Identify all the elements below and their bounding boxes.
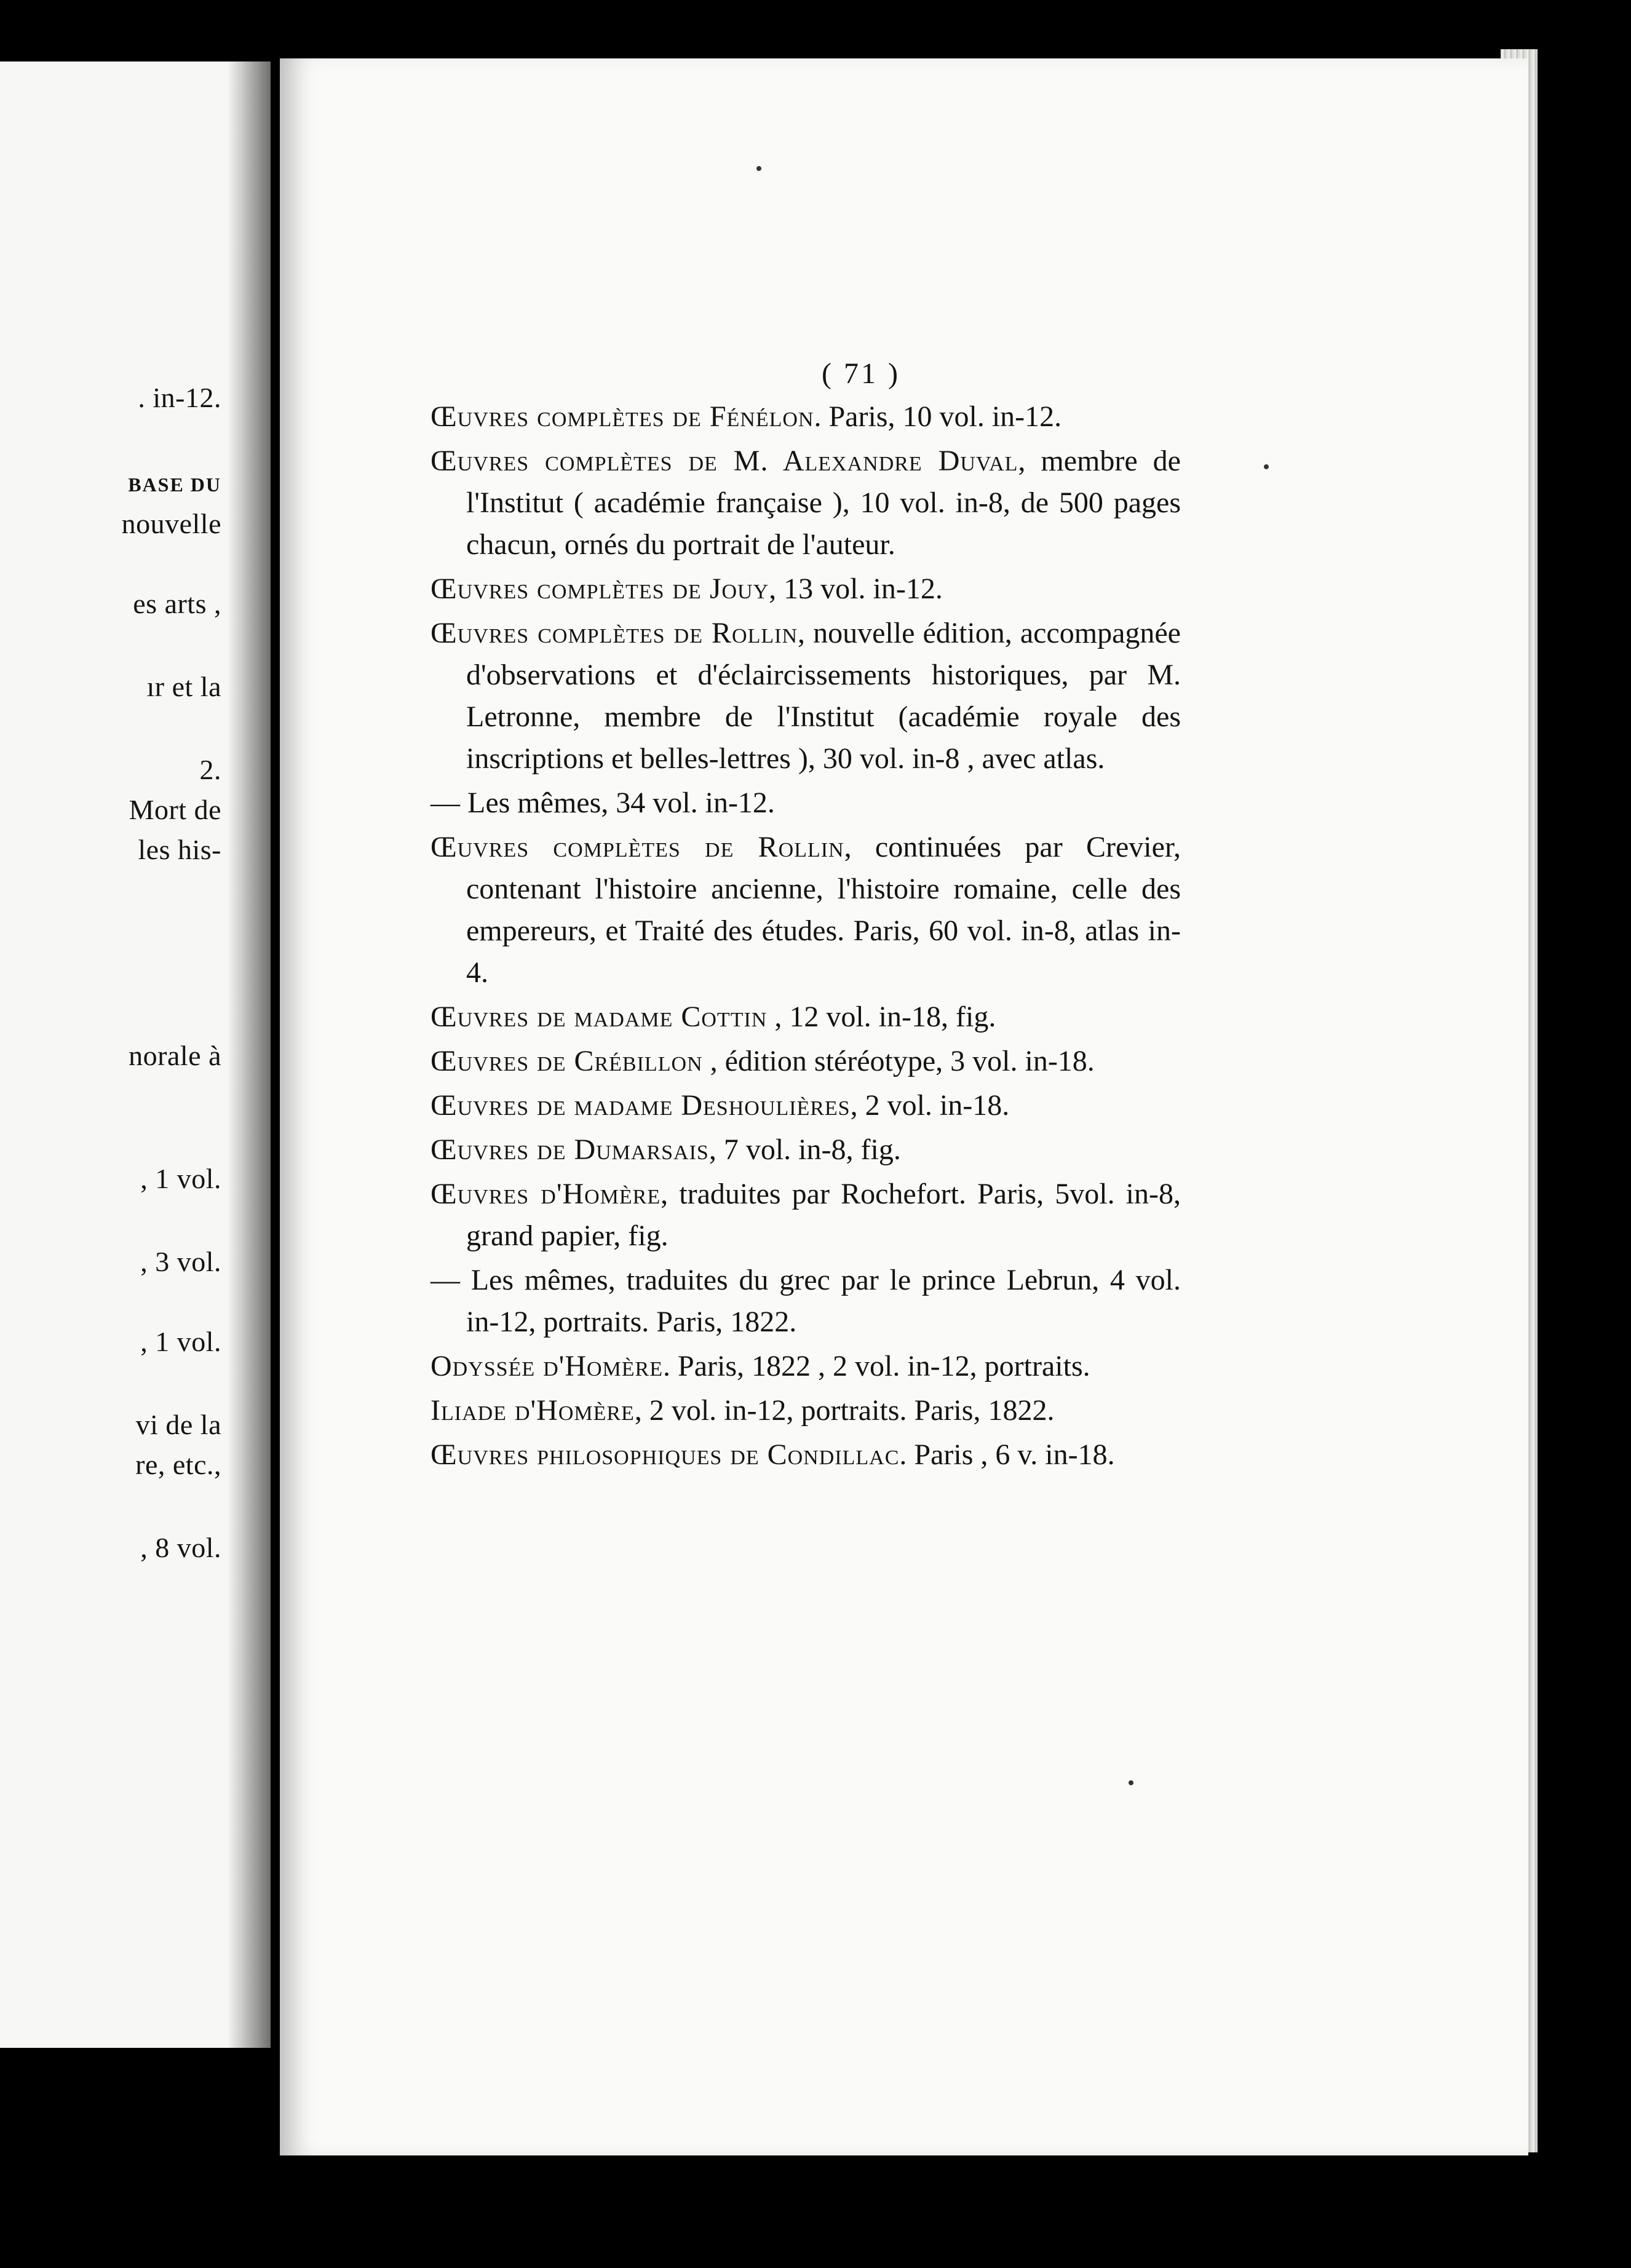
catalog-entry	[431, 1434, 1181, 1476]
catalog-entry	[431, 613, 1181, 780]
catalog-entry	[431, 568, 1181, 610]
entry-text: , nouvelle édition, accompagnée d'observations et d'éclaircissements historiques, par M. Letronne, membre de l'Institut (académie royale des inscriptions et belles-lettres ), 30 vol. in-8 , avec atlas.	[466, 617, 1181, 775]
catalog-entry	[431, 996, 1181, 1038]
entry-heading: Œuvres de madame Deshoulières	[431, 1089, 851, 1122]
scan-speck	[1264, 464, 1269, 469]
catalog-entry	[431, 440, 1181, 566]
left-page-fragment: . in-12.	[138, 382, 221, 413]
entry-text: , édition stéréotype, 3 vol. in-18.	[702, 1045, 1095, 1077]
entry-heading: Œuvres complètes de M. Alexandre Duval	[431, 445, 1018, 477]
catalog-entry	[431, 782, 1181, 824]
entry-heading: Œuvres complètes de Jouy	[431, 573, 769, 605]
left-page-fragment: nouvelle	[121, 508, 221, 539]
left-page-fragment: , 8 vol.	[140, 1532, 221, 1563]
catalog-entry	[431, 396, 1181, 438]
left-page-fragment: les his-	[138, 834, 221, 865]
entry-heading: Œuvres de Crébillon	[431, 1045, 703, 1077]
left-page-fragment: , 3 vol.	[140, 1246, 221, 1277]
entry-text: , continuées par Crevier, contenant l'histoire ancienne, l'histoire romaine, celle des empereurs, et Traité des études. Paris, 60 vol. in-8, atlas in-4.	[466, 831, 1181, 989]
catalog-entry	[431, 1346, 1181, 1387]
entry-heading: Œuvres d'Homère	[431, 1178, 661, 1210]
entry-text: , membre de l'Institut ( académie française ), 10 vol. in-8, de 500 pages chacun, ornés du portrait de l'auteur.	[466, 445, 1181, 561]
gutter-shadow	[228, 61, 271, 2048]
catalog-entry	[431, 1173, 1181, 1257]
left-page-fragment: ır et la	[146, 671, 221, 702]
scan-speck	[756, 166, 761, 171]
entry-text: , traduites par Rochefort. Paris, 5vol. in-8, grand papier, fig.	[466, 1178, 1181, 1252]
entry-heading: Œuvres de Dumarsais	[431, 1133, 709, 1166]
entry-heading: Odyssée d'Homère	[431, 1350, 663, 1382]
catalog-entry	[431, 1129, 1181, 1171]
left-page-fragment: re, etc.,	[135, 1449, 221, 1480]
left-page-fragment: norale à	[129, 1040, 221, 1071]
left-page-fragment: Mort de	[129, 794, 221, 825]
catalog-entry	[431, 827, 1181, 994]
catalog-entry	[431, 1259, 1181, 1343]
page-content	[431, 354, 1181, 1476]
entry-text: , 7 vol. in-8, fig.	[708, 1133, 901, 1166]
entry-text: . Paris , 6 v. in-18.	[899, 1438, 1115, 1471]
entry-text: . Paris, 1822 , 2 vol. in-12, portraits.	[663, 1350, 1090, 1382]
left-page-fragment: , 1 vol.	[140, 1326, 221, 1357]
entry-text: , 2 vol. in-12, portraits. Paris, 1822.	[634, 1394, 1055, 1427]
entry-heading: Œuvres de madame Cottin	[431, 1001, 768, 1033]
catalog-entry	[431, 1085, 1181, 1127]
left-page-fragment: vi de la	[135, 1409, 221, 1440]
scan-speck	[1129, 1780, 1133, 1785]
previous-page	[0, 61, 271, 2048]
entry-text: , 2 vol. in-18.	[850, 1089, 1010, 1122]
catalog-entry	[431, 1041, 1181, 1082]
left-page-fragment: es arts ,	[133, 588, 221, 619]
left-page-fragment: BASE DU	[128, 474, 221, 496]
page-number: ( 71 )	[822, 357, 900, 390]
entry-heading: Iliade d'Homère	[431, 1394, 635, 1427]
left-page-fragment: 2.	[199, 754, 221, 785]
entry-text: , 12 vol. in-18, fig.	[767, 1001, 996, 1033]
entry-heading: Œuvres complètes de Rollin	[431, 831, 844, 863]
entry-text: . Paris, 10 vol. in-12.	[814, 400, 1062, 433]
entry-heading: Œuvres philosophiques de Condillac	[431, 1438, 900, 1471]
entry-heading: Œuvres complètes de Fénélon	[431, 400, 814, 433]
entry-text: , 13 vol. in-12.	[769, 573, 943, 605]
catalog-entry	[431, 1390, 1181, 1432]
entry-text: — Les mêmes, traduites du grec par le prince Lebrun, 4 vol. in-12, portraits. Paris, 1822.	[431, 1264, 1181, 1338]
left-page-fragment: , 1 vol.	[140, 1163, 221, 1194]
entry-text: — Les mêmes, 34 vol. in-12.	[431, 787, 775, 819]
entry-heading: Œuvres complètes de Rollin	[431, 617, 798, 649]
